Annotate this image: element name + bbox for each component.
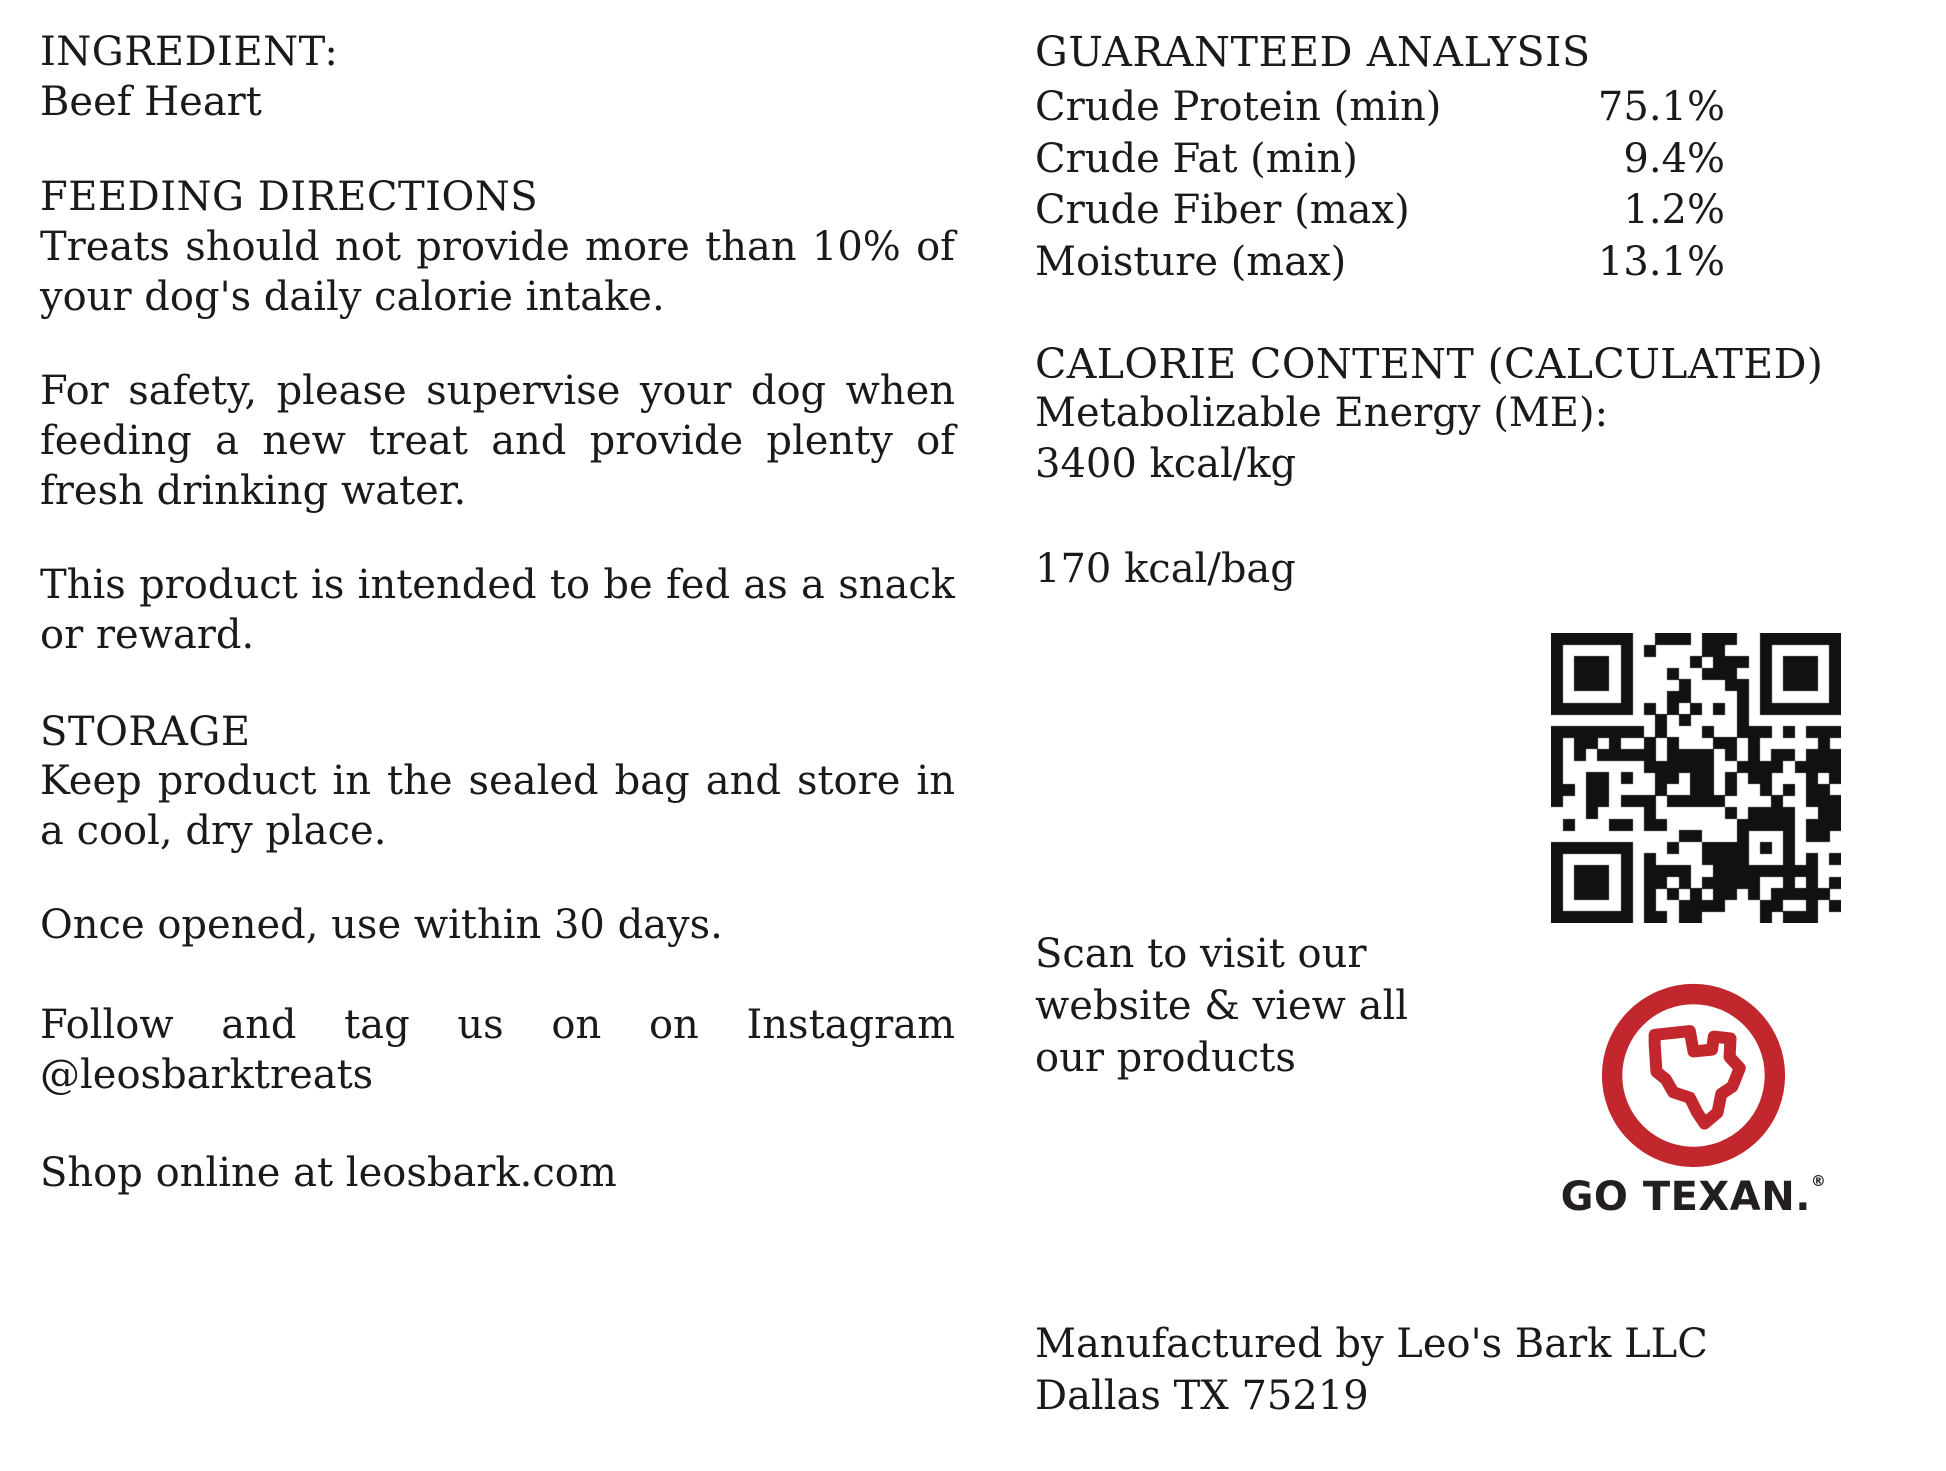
registered-mark: ®: [1810, 1171, 1827, 1190]
ingredient-value: Beef Heart: [40, 78, 262, 125]
manufacturer-line-2: Dallas TX 75219: [1035, 1373, 1369, 1419]
manufacturer-info: [1035, 1318, 1708, 1422]
manufacturer-line-1: Manufactured by Leo's Bark LLC: [1035, 1321, 1708, 1367]
calorie-content-title: CALORIE CONTENT (CALCULATED): [1035, 340, 1824, 389]
storage-paragraph-1: Keep product in the sealed bag and store in a cool, dry place.: [40, 758, 955, 855]
storage-heading: STORAGE: [40, 708, 251, 755]
calorie-me-label: Metabolizable Energy (ME):: [1035, 390, 1609, 437]
qr-code-icon[interactable]: [1551, 633, 1841, 923]
feeding-paragraph-3: This product is intended to be fed as a snack or reward.: [40, 561, 955, 658]
right-column: [975, 28, 1906, 1471]
feeding-directions-section: [40, 173, 955, 660]
feeding-paragraph-1: Treats should not provide more than 10% of your dog's daily calorie intake.: [40, 223, 955, 320]
calorie-per-bag: 170 kcal/bag: [1035, 545, 1296, 592]
go-texan-period: .: [1795, 1174, 1811, 1220]
ingredient-section: [40, 28, 955, 127]
analysis-label: Crude Protein (min): [1035, 84, 1442, 130]
ingredient-heading: INGREDIENT:: [40, 29, 339, 75]
table-row: [1035, 237, 1735, 289]
guaranteed-analysis-table: [1035, 82, 1735, 288]
qr-code-canvas[interactable]: [1551, 633, 1841, 923]
analysis-value: 9.4%: [1623, 135, 1725, 182]
analysis-label: Moisture (max): [1035, 238, 1347, 285]
table-row: [1035, 185, 1735, 237]
feeding-paragraph-2: For safety, please supervise your dog when feeding a new treat and provide plenty of fresh drinking water.: [40, 367, 955, 514]
go-texan-wordmark: [1560, 1171, 1827, 1220]
storage-section: [40, 708, 955, 951]
analysis-label: Crude Fat (min): [1035, 135, 1358, 182]
analysis-value: 13.1%: [1597, 238, 1725, 285]
table-row: [1035, 82, 1735, 134]
analysis-value: 1.2%: [1623, 187, 1725, 234]
guaranteed-analysis-title: GUARANTEED ANALYSIS: [1035, 28, 1591, 76]
go-texan-logo: [1551, 983, 1836, 1220]
go-texan-label: GO TEXAN: [1560, 1174, 1796, 1220]
calorie-me-value: 3400 kcal/kg: [1035, 441, 1297, 488]
texas-outline-icon: [1601, 983, 1786, 1168]
scan-instruction-text: Scan to visit our website & view all our products: [1035, 931, 1409, 1081]
shop-online-paragraph: Shop online at leosbark.com: [40, 1150, 617, 1197]
analysis-label: Crude Fiber (max): [1035, 187, 1410, 234]
table-row: [1035, 134, 1735, 186]
left-column: [40, 28, 975, 1471]
instagram-paragraph: Follow and tag us on on Instagram @leosbarktreats: [40, 1002, 955, 1099]
feeding-directions-heading: FEEDING DIRECTIONS: [40, 173, 539, 220]
storage-paragraph-2: Once opened, use within 30 days.: [40, 902, 723, 949]
analysis-value: 75.1%: [1597, 84, 1725, 130]
